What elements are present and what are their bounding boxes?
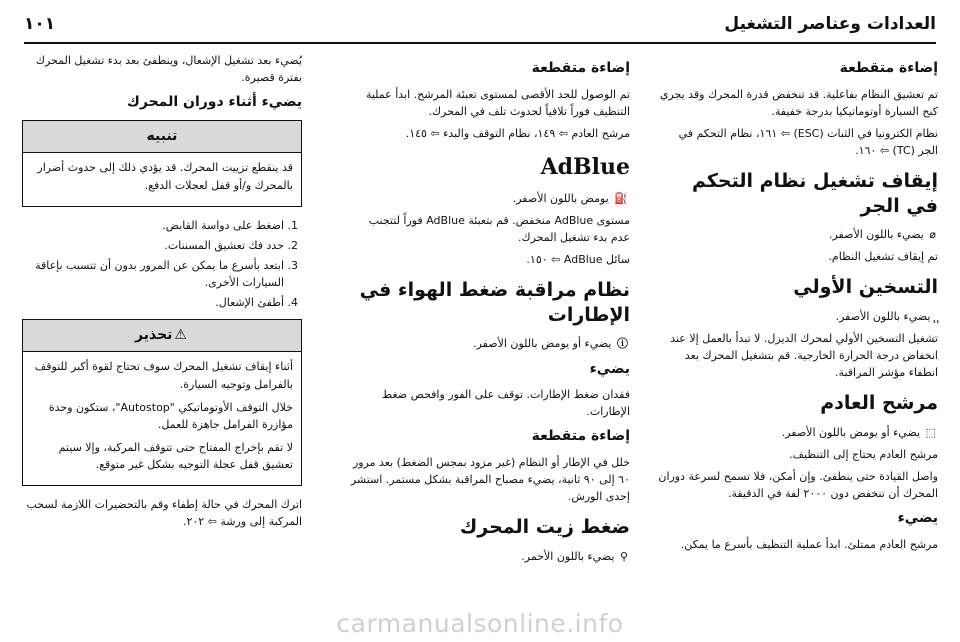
paragraph: تم تعشيق النظام بفاعلية. قد تنخفض قدرة المحرك وقد يجري كبح السيارة أوتوماتيكيا بدرجة خفيفة. (659, 87, 938, 118)
indicator-text: يومض باللون الأصفر. (512, 191, 609, 205)
adblue-icon: ⛽ (614, 191, 628, 205)
warning-text: خلال التوقف الأوتوماتيكي "Autostop"، ستكون وحدة مؤازرة الفرامل جاهزة للعمل. (48, 400, 293, 431)
warning-body (23, 352, 301, 484)
heading-adblue: AdBlue (540, 153, 630, 180)
heading-oil-pressure: ضغط زيت المحرك (459, 516, 630, 539)
heading-flashing: إضاءة متقطعة (531, 60, 630, 76)
notice-box (22, 120, 302, 207)
warning-header (23, 320, 301, 353)
warning-text: لا تقم بإخراج المفتاح حتى تتوقف المركبة، وإلا سيتم تعشيق قفل عجلة التوجيه بشكل غير متوقع. (58, 440, 293, 471)
page-header (24, 6, 936, 44)
paragraph: يُضيء بعد تشغيل الإشعال، وينطفئ بعد بدء تشغيل المحرك بفترة قصيرة. (35, 54, 302, 85)
indicator-line (658, 424, 938, 441)
indicator-line (350, 335, 630, 352)
list-item: 2. حدد فك تعشيق المسننات. (22, 237, 284, 254)
heading-flashing: إضاءة متقطعة (839, 60, 938, 76)
indicator-line (658, 226, 938, 243)
warning-title: تحذير (135, 326, 173, 343)
warning-text: أثناء إيقاف تشغيل المحرك سوف تحتاج لقوة أكبر للتوقف بالفرامل وتوجيه السيارة. (34, 360, 293, 391)
paragraph: مرشح العادم يحتاج إلى التنظيف. (789, 447, 938, 461)
cross-reference: نظام الكترونيا في الثبات (ESC) ⇦ ١٦١، نظام التحكم في الجر (TC) ⇦ ١٦٠. (678, 126, 938, 157)
paragraph: تشغيل التسخين الأولي لمحرك الديزل. لا تبدأ بالعمل إلا عند انخفاض درجة الحرارة الخارجية. قم بتشغيل المحرك بعد انطفاء مؤشر المراقبة. (670, 332, 938, 380)
tire-pressure-icon: ⓘ (617, 337, 628, 351)
heading-tc-off: إيقاف تشغيل نظام التحكم في الجر (691, 169, 938, 217)
indicator-line (658, 308, 938, 325)
steps-list (22, 217, 302, 311)
notice-title: تنبيه (23, 121, 301, 154)
column-right (658, 52, 938, 558)
traction-control-off-icon: ⌀ (929, 228, 936, 242)
paragraph: واصل القيادة حتى ينطفئ. وإن أمكن، فلا تسمح لسرعة دوران المحرك أن تنخفض دون ٢٠٠٠ لفة في الدقيقة. (658, 470, 938, 501)
paragraph: اترك المحرك في حالة إطفاء وقم بالتحضيرات اللازمة لسحب المركبة إلى ورشة ⇦ ٢٠٢. (26, 497, 302, 528)
notice-body (23, 153, 301, 205)
indicator-text: يضيء أو يومض باللون الأصفر. (473, 337, 612, 351)
list-item: 3. ابتعد بأسرع ما يمكن عن المرور بدون أن تتسبب بإعاقة السيارات الأخرى. (22, 257, 284, 291)
indicator-text: يضيء أو يومض باللون الأصفر. (781, 425, 921, 439)
paragraph: فقدان ضغط الإطارات. توقف على الفور وافحص ضغط الإطارات. (382, 388, 630, 419)
indicator-text: يضيء باللون الأحمر. (521, 549, 615, 563)
paragraph: تم إيقاف تشغيل النظام. (828, 250, 938, 264)
cross-reference: مرشح العادم ⇦ ١٤٩، نظام التوقف والبدء ⇦ ١٤٥. (405, 126, 630, 140)
heading-preheating: التسخين الأولي (793, 276, 938, 299)
list-item: 1. اضغط على دواسة القابض. (22, 217, 284, 234)
heading-lights: يضيء (897, 510, 938, 527)
indicator-text: يضيء باللون الأصفر. (835, 310, 931, 324)
indicator-line (350, 190, 630, 207)
paragraph: تم الوصول للحد الأقصى لمستوى تعبئة المرشح. ابدأ عملية التنظيف فوراً تلافياً لحدوث تلف في المحرك. (365, 87, 630, 118)
indicator-line (350, 548, 630, 565)
column-middle (350, 52, 630, 570)
heading-engine-running: يضيء أثناء دوران المحرك (127, 94, 302, 111)
section-title: العدادات وعناصر التشغيل (724, 14, 936, 34)
warning-triangle-icon: ⚠ (174, 326, 187, 343)
heading-flashing: إضاءة متقطعة (531, 428, 630, 445)
exhaust-filter-icon: ⬚ (925, 425, 936, 439)
page-number: ١٠١ (24, 14, 56, 34)
paragraph: مرشح العادم ممتلئ. ابدأ عملية التنظيف بأسرع ما يمكن. (680, 537, 938, 551)
notice-text: قد ينقطع تزييت المحرك. قد يؤدي ذلك إلى حدوث أضرار بالمحرك و/أو قفل لعجلات الدفع. (37, 161, 293, 192)
heading-exhaust-filter: مرشح العادم (820, 392, 938, 415)
cross-reference: سائل AdBlue ⇦ ١٥٠. (526, 253, 630, 267)
list-item: 4. أطفئ الإشعال. (22, 294, 284, 311)
column-left (22, 52, 302, 535)
indicator-text: يضيء باللون الأصفر. (828, 228, 924, 242)
paragraph: مستوى AdBlue منخفض. قم بتعبئة AdBlue فوراً لتتجنب عدم بدء تشغيل المحرك. (368, 213, 630, 245)
heading-lights: يضيء (589, 360, 630, 377)
paragraph: خلل في الإطار أو النظام (غير مزود بمجس الضغط) بعد مرور ٦٠ إلى ٩٠ ثانية، يضيء مصباح المراقبة بشكل مستمر. استشر إحدى الورش. (350, 456, 630, 504)
oil-can-icon: ⚲ (619, 549, 628, 563)
heading-tpms: نظام مراقبة ضغط الهواء في الإطارات (359, 279, 630, 326)
warning-box (22, 319, 302, 486)
watermark: carmanualsonline.info (336, 609, 624, 638)
